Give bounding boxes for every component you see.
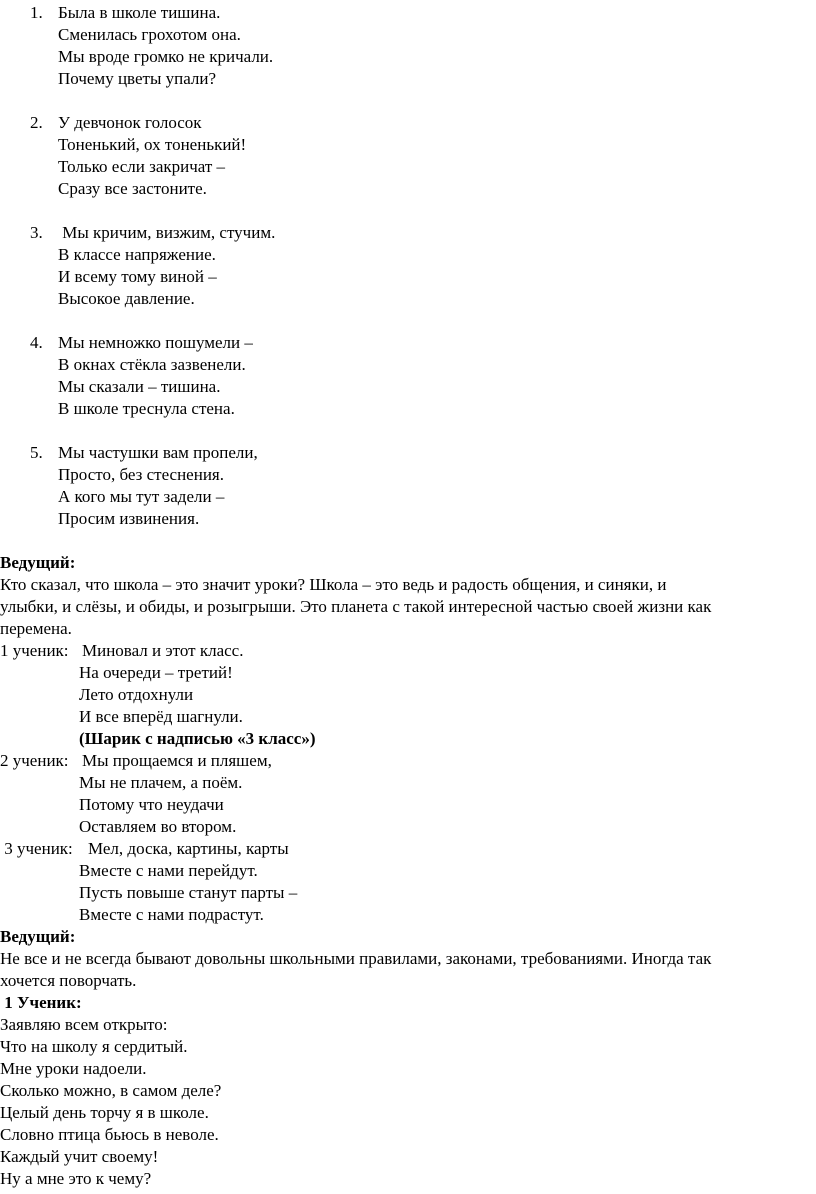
poem-line: В классе напряжение. (58, 245, 216, 264)
verse-line: Что на школу я сердитый. (0, 1037, 188, 1056)
paragraph-line: хочется поворчать. (0, 971, 137, 990)
poem-line: А кого мы тут задели – (58, 487, 225, 506)
stage-direction: (Шарик с надписью «3 класс») (79, 729, 316, 748)
verse-line: Лето отдохнули (79, 685, 194, 704)
poem-line: Высокое давление. (58, 289, 195, 308)
poem-line: В школе треснула стена. (58, 399, 235, 418)
verse-line: Миновал и этот класс. (82, 641, 244, 660)
verse-line: Заявляю всем открыто: (0, 1015, 168, 1034)
stanza-number: 3. (30, 223, 43, 242)
poem-line: В окнах стёкла зазвенели. (58, 355, 246, 374)
paragraph-line: Кто сказал, что школа – это значит уроки? Школа – это ведь и радость общения, и синяки, и (0, 575, 667, 594)
verse-line: Мне уроки надоели. (0, 1059, 147, 1078)
verse-line: Мы не плачем, а поём. (79, 773, 243, 792)
poem-line: Мы кричим, визжим, стучим. (58, 223, 276, 242)
speaker-label: Ведущий: (0, 553, 76, 572)
speaker-prefix: 3 ученик: (0, 839, 73, 858)
paragraph-line: улыбки, и слёзы, и обиды, и розыгрыши. Это планета с такой интересной частью своей жизни как (0, 597, 712, 616)
stanza-number: 2. (30, 113, 43, 132)
verse-line: На очереди – третий! (79, 663, 233, 682)
poem-line: У девчонок голосок (58, 113, 202, 132)
stanza-number: 4. (30, 333, 43, 352)
speaker-prefix: 2 ученик: (0, 751, 69, 770)
poem-line: Была в школе тишина. (58, 3, 221, 22)
poem-line: Мы вроде громко не кричали. (58, 47, 274, 66)
poem-line: Сменилась грохотом она. (58, 25, 241, 44)
poem-line: Сразу все застоните. (58, 179, 207, 198)
verse-line: Каждый учит своему! (0, 1147, 159, 1166)
poem-line: Тоненький, ох тоненький! (58, 135, 247, 154)
poem-line: Мы немножко пошумели – (58, 333, 253, 352)
verse-line: И все вперёд шагнули. (79, 707, 243, 726)
poem-line: Почему цветы упали? (58, 69, 217, 88)
verse-line: Ну а мне это к чему? (0, 1169, 152, 1188)
speaker-prefix: 1 ученик: (0, 641, 69, 660)
poem-line: Мы сказали – тишина. (58, 377, 221, 396)
verse-line: Вместе с нами подрастут. (79, 905, 264, 924)
stanza-number: 1. (30, 3, 43, 22)
verse-line: Мел, доска, картины, карты (88, 839, 289, 858)
verse-line: Потому что неудачи (79, 795, 224, 814)
paragraph-line: перемена. (0, 619, 72, 638)
poem-line: Мы частушки вам пропели, (58, 443, 258, 462)
poem-line: И всему тому виной – (58, 267, 217, 286)
speaker-label: Ведущий: (0, 927, 76, 946)
verse-line: Словно птица бьюсь в неволе. (0, 1125, 219, 1144)
speaker-label: 1 Ученик: (0, 993, 82, 1012)
poem-line: Просто, без стеснения. (58, 465, 224, 484)
poem-line: Просим извинения. (58, 509, 200, 528)
verse-line: Целый день торчу я в школе. (0, 1103, 209, 1122)
paragraph-line: Не все и не всегда бывают довольны школьными правилами, законами, требованиями. Иногда так (0, 949, 712, 968)
verse-line: Сколько можно, в самом деле? (0, 1081, 222, 1100)
poem-line: Только если закричат – (58, 157, 226, 176)
verse-line: Мы прощаемся и пляшем, (82, 751, 272, 770)
stanza-number: 5. (30, 443, 43, 462)
verse-line: Оставляем во втором. (79, 817, 237, 836)
verse-line: Пусть повыше станут парты – (79, 883, 298, 902)
verse-line: Вместе с нами перейдут. (79, 861, 258, 880)
